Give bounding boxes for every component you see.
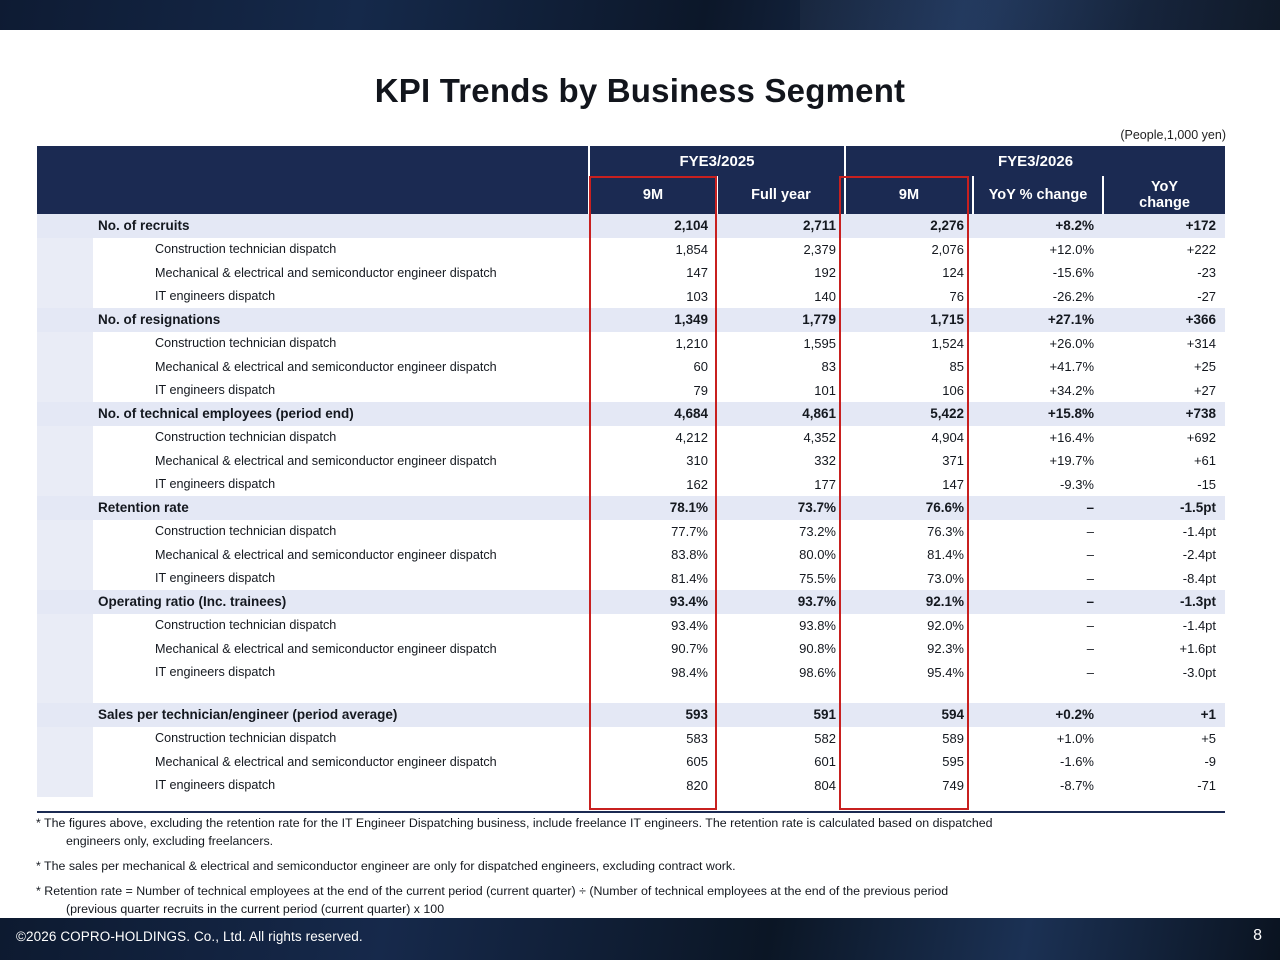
cell-fy2025-fullyear: 4,861 [802,406,836,422]
cell-fy2025-fullyear: 73.7% [797,500,836,516]
table-row [37,543,1225,567]
cell-fy2025-fullyear: 2,711 [802,218,836,234]
row-label: IT engineers dispatch [155,665,276,680]
header-col-yoy-change-line1: YoY [1150,179,1179,195]
cell-fy2026-9m: 95.4% [927,664,964,680]
cell-fy2025-fullyear: 80.0% [799,547,836,563]
header-fy2025: FYE3/2025 [589,146,845,176]
kpi-table [37,146,1225,797]
row-indent-cell [37,614,93,638]
row-indent-cell [37,355,93,379]
row-indent-cell [37,637,93,661]
cell-fy2026-9m: 92.1% [925,594,964,610]
cell-fy2025-fullyear: 93.8% [799,617,836,633]
cell-yoy-change: -1.4pt [1182,523,1217,539]
cell-fy2025-9m: 2,104 [674,218,708,234]
header-fy2026: FYE3/2026 [845,146,1225,176]
footnote-1-line1: * The figures above, excluding the retention rate for the IT Engineer Dispatching business, include freelance IT engineers. The retention rate is calculated based on dispatched [36,816,993,830]
row-indent-cell [37,750,93,774]
table-header-row-fy [37,146,1225,176]
cell-fy2025-9m: 4,684 [674,406,708,422]
cell-yoy-percent: +1.0% [1056,730,1094,746]
cell-fy2025-9m: 77.7% [671,523,708,539]
cell-fy2026-9m: 76 [949,288,964,304]
cell-yoy-change: -23 [1197,265,1217,281]
row-label: Construction technician dispatch [155,731,337,746]
cell-fy2025-fullyear: 73.2% [799,523,836,539]
cell-yoy-change: +366 [1185,312,1217,328]
row-label: IT engineers dispatch [155,383,276,398]
row-indent-cell [37,661,93,685]
cell-fy2026-9m: 594 [941,707,964,723]
cell-fy2026-9m: 76.3% [927,523,964,539]
cell-yoy-change: +692 [1186,429,1217,445]
cell-yoy-percent: – [1086,570,1094,586]
row-indent-cell [37,543,93,567]
table-row [37,590,1225,614]
row-label: IT engineers dispatch [155,477,276,492]
cell-fy2026-9m: 76.6% [925,500,964,516]
table-row [37,750,1225,774]
cell-yoy-percent: – [1086,641,1094,657]
cell-yoy-percent: – [1086,664,1094,680]
cell-fy2025-fullyear: 140 [814,288,836,304]
table-row [37,614,1225,638]
row-label: Operating ratio (Inc. trainees) [98,594,287,610]
cell-fy2025-9m: 4,212 [675,429,708,445]
cell-fy2026-9m: 2,276 [930,218,964,234]
row-label: Mechanical & electrical and semiconductor engineer dispatch [155,359,497,374]
header-col-9m-fy2026: 9M [845,176,973,214]
cell-fy2025-9m: 98.4% [671,664,708,680]
cell-fy2026-9m: 595 [942,754,964,770]
header-col-9m-fy2025: 9M [589,176,717,214]
cell-yoy-change: -1.3pt [1180,594,1217,610]
cell-fy2025-fullyear: 332 [814,453,836,469]
cell-yoy-percent: -9.3% [1060,476,1094,492]
table-row [37,332,1225,356]
row-label: Retention rate [98,500,189,516]
row-indent-cell [37,727,93,751]
unit-note: (People,1,000 yen) [1120,128,1226,142]
cell-yoy-percent: +15.8% [1047,406,1094,422]
table-row [37,308,1225,332]
cell-fy2025-fullyear: 98.6% [799,664,836,680]
cell-fy2026-9m: 81.4% [927,547,964,563]
cell-fy2025-fullyear: 83 [821,359,836,375]
cell-yoy-change: -27 [1197,288,1217,304]
cell-yoy-change: +222 [1186,241,1217,257]
row-label [93,684,589,703]
table-row [37,238,1225,262]
cell-fy2025-fullyear: 192 [814,265,836,281]
cell-yoy-change: +25 [1193,359,1217,375]
cell-yoy-change: -9 [1204,754,1217,770]
cell-fy2025-fullyear: 582 [814,730,836,746]
cell-fy2025-9m: 147 [686,265,708,281]
cell-fy2025-9m: 1,854 [675,241,708,257]
table-row [37,496,1225,520]
cell-fy2025-9m: 1,210 [675,335,708,351]
cell-fy2025-9m: 83.8% [671,547,708,563]
row-indent-cell [37,449,93,473]
notes-divider [37,811,1225,813]
cell-yoy-percent: – [1086,547,1094,563]
table-row [37,703,1225,727]
cell-fy2025-fullyear: 75.5% [799,570,836,586]
cell-yoy-percent: +16.4% [1049,429,1094,445]
cell-fy2025-9m [589,684,717,703]
cell-fy2026-9m [845,684,973,703]
row-label: Mechanical & electrical and semiconductor engineer dispatch [155,265,497,280]
cell-yoy-change: +61 [1193,453,1217,469]
cell-yoy-percent: -1.6% [1060,754,1094,770]
table-header-row-cols [37,176,1225,214]
top-decorative-bar [0,0,1280,30]
table-spacer-row [37,684,1225,703]
table-row [37,214,1225,238]
header-col-yoy-percent: YoY % change [973,176,1103,214]
table-row [37,426,1225,450]
row-indent-cell [37,308,93,332]
cell-fy2026-9m: 371 [942,453,964,469]
cell-fy2025-fullyear: 2,379 [803,241,836,257]
row-indent-cell [37,703,93,727]
row-indent-cell [37,496,93,520]
cell-yoy-percent: +0.2% [1055,707,1094,723]
row-indent-cell [37,402,93,426]
cell-yoy-change: +314 [1186,335,1217,351]
row-indent-cell [37,332,93,356]
page-title: KPI Trends by Business Segment [374,72,906,109]
cell-fy2025-fullyear: 93.7% [797,594,836,610]
cell-fy2026-9m: 1,524 [931,335,964,351]
row-label: Mechanical & electrical and semiconductor engineer dispatch [155,754,497,769]
cell-fy2025-9m: 583 [686,730,708,746]
row-label: Mechanical & electrical and semiconductor engineer dispatch [155,547,497,562]
cell-yoy-percent: +12.0% [1049,241,1094,257]
copyright-text: ©2026 COPRO-HOLDINGS. Co., Ltd. All rights reserved. [16,929,363,944]
table-body [37,214,1225,797]
row-indent-cell [37,590,93,614]
cell-fy2025-fullyear: 591 [813,707,836,723]
cell-yoy-change: +1 [1200,707,1217,723]
footnote-3-line1: * Retention rate = Number of technical employees at the end of the current period (current quarter) ÷ (Number of technical employees at the end of the previous period [36,883,949,898]
cell-yoy-change: -1.4pt [1182,617,1217,633]
cell-fy2026-9m: 85 [949,359,964,375]
cell-fy2025-9m: 90.7% [671,641,708,657]
cell-fy2025-9m: 93.4% [669,594,708,610]
cell-fy2026-9m: 106 [942,382,964,398]
cell-fy2025-9m: 79 [693,382,708,398]
cell-yoy-percent: – [1086,523,1094,539]
cell-yoy-percent [973,684,1103,703]
cell-fy2025-fullyear: 804 [814,777,836,793]
cell-yoy-percent: +34.2% [1049,382,1094,398]
cell-fy2026-9m: 2,076 [931,241,964,257]
header-col-yoy-change-line2: change [1139,195,1190,211]
row-indent-cell [37,426,93,450]
cell-fy2025-fullyear: 90.8% [799,641,836,657]
header-col-fullyear-fy2025: Full year [717,176,845,214]
cell-fy2025-fullyear: 1,779 [802,312,836,328]
row-label: No. of resignations [98,312,221,328]
footer-bar [0,918,1280,960]
row-label: Sales per technician/engineer (period average) [98,707,398,723]
cell-yoy-percent: – [1086,617,1094,633]
header-blank-label [93,146,589,176]
cell-fy2025-fullyear: 101 [814,382,836,398]
cell-yoy-change: -8.4pt [1182,570,1217,586]
header-col-yoy-change [1103,176,1225,214]
cell-yoy-percent: +8.2% [1055,218,1094,234]
row-label: Mechanical & electrical and semiconductor engineer dispatch [155,641,497,656]
cell-yoy-percent: +27.1% [1047,312,1094,328]
row-indent-cell [37,684,93,703]
cell-yoy-change: -3.0pt [1182,664,1217,680]
cell-fy2025-9m: 78.1% [669,500,708,516]
cell-fy2025-fullyear: 601 [814,754,836,770]
cell-yoy-percent: -8.7% [1060,777,1094,793]
table-row [37,379,1225,403]
row-label: Construction technician dispatch [155,430,337,445]
cell-fy2025-9m: 593 [685,707,708,723]
cell-yoy-change: +27 [1193,382,1217,398]
cell-fy2025-9m: 60 [693,359,708,375]
cell-yoy-percent: -15.6% [1052,265,1094,281]
table-row [37,774,1225,798]
cell-yoy-percent: – [1086,594,1094,610]
cell-yoy-change: +1.6pt [1179,641,1217,657]
cell-yoy-change: -2.4pt [1182,547,1217,563]
row-indent-cell [37,520,93,544]
table-row [37,355,1225,379]
row-label: IT engineers dispatch [155,778,276,793]
table-row [37,520,1225,544]
row-indent-cell [37,285,93,309]
cell-fy2026-9m: 92.3% [927,641,964,657]
footnote-3-line2: (previous quarter recruits in the current period (current quarter) x 100 [66,901,445,916]
cell-fy2026-9m: 73.0% [927,570,964,586]
row-label: IT engineers dispatch [155,571,276,586]
row-label: Construction technician dispatch [155,618,337,633]
cell-yoy-percent: +41.7% [1049,359,1094,375]
footnote-1-line2: engineers only, excluding freelancers. [66,833,274,848]
cell-fy2025-9m: 93.4% [671,617,708,633]
cell-yoy-change [1103,684,1225,703]
cell-fy2025-9m: 103 [686,288,708,304]
cell-fy2025-fullyear: 177 [814,476,836,492]
cell-fy2025-9m: 820 [686,777,708,793]
cell-fy2026-9m: 589 [942,730,964,746]
table-row [37,261,1225,285]
row-label: Construction technician dispatch [155,336,337,351]
cell-fy2026-9m: 1,715 [930,312,964,328]
table-row [37,567,1225,591]
cell-fy2025-9m: 81.4% [671,570,708,586]
cell-fy2025-9m: 162 [686,476,708,492]
cell-fy2025-fullyear [717,684,845,703]
row-label: Mechanical & electrical and semiconductor engineer dispatch [155,453,497,468]
table-row [37,637,1225,661]
cell-yoy-percent: +26.0% [1049,335,1094,351]
row-indent-cell [37,261,93,285]
cell-fy2025-fullyear: 1,595 [803,335,836,351]
table-row [37,402,1225,426]
header-blank-indent [37,146,93,176]
footnotes [36,815,1236,926]
cell-yoy-change: -15 [1197,476,1217,492]
cell-fy2025-fullyear: 4,352 [803,429,836,445]
table-row [37,473,1225,497]
cell-yoy-percent: +19.7% [1049,453,1094,469]
table-row [37,727,1225,751]
cell-yoy-change: +738 [1185,406,1217,422]
table-row [37,449,1225,473]
table-row [37,285,1225,309]
row-indent-cell [37,214,93,238]
cell-yoy-change: -1.5pt [1180,500,1217,516]
row-indent-cell [37,238,93,262]
cell-fy2025-9m: 1,349 [674,312,708,328]
row-label: Construction technician dispatch [155,524,337,539]
cell-yoy-percent: – [1086,500,1094,516]
row-indent-cell [37,473,93,497]
row-indent-cell [37,567,93,591]
cell-fy2026-9m: 5,422 [930,406,964,422]
cell-fy2026-9m: 147 [942,476,964,492]
header-blank-label-2 [93,176,589,214]
footnote-2: * The sales per mechanical & electrical and semiconductor engineer are only for dispatched engineers, excluding contract work. [36,858,736,873]
cell-fy2026-9m: 92.0% [927,617,964,633]
row-label: IT engineers dispatch [155,289,276,304]
cell-fy2026-9m: 749 [942,777,964,793]
footnote-3 [36,883,1236,919]
table-row [37,661,1225,685]
page-number: 8 [1253,927,1262,944]
cell-yoy-change: +5 [1201,730,1217,746]
header-blank-indent-2 [37,176,93,214]
row-label: No. of technical employees (period end) [98,406,354,422]
cell-fy2026-9m: 124 [942,265,964,281]
row-indent-cell [37,774,93,798]
cell-yoy-change: +172 [1185,218,1217,234]
cell-fy2026-9m: 4,904 [931,429,964,445]
footnote-1 [36,815,1236,851]
cell-yoy-change: -71 [1197,777,1217,793]
cell-fy2025-9m: 310 [686,453,708,469]
cell-fy2025-9m: 605 [686,754,708,770]
cell-yoy-percent: -26.2% [1052,288,1094,304]
row-label: Construction technician dispatch [155,242,337,257]
row-label: No. of recruits [98,218,190,234]
row-indent-cell [37,379,93,403]
